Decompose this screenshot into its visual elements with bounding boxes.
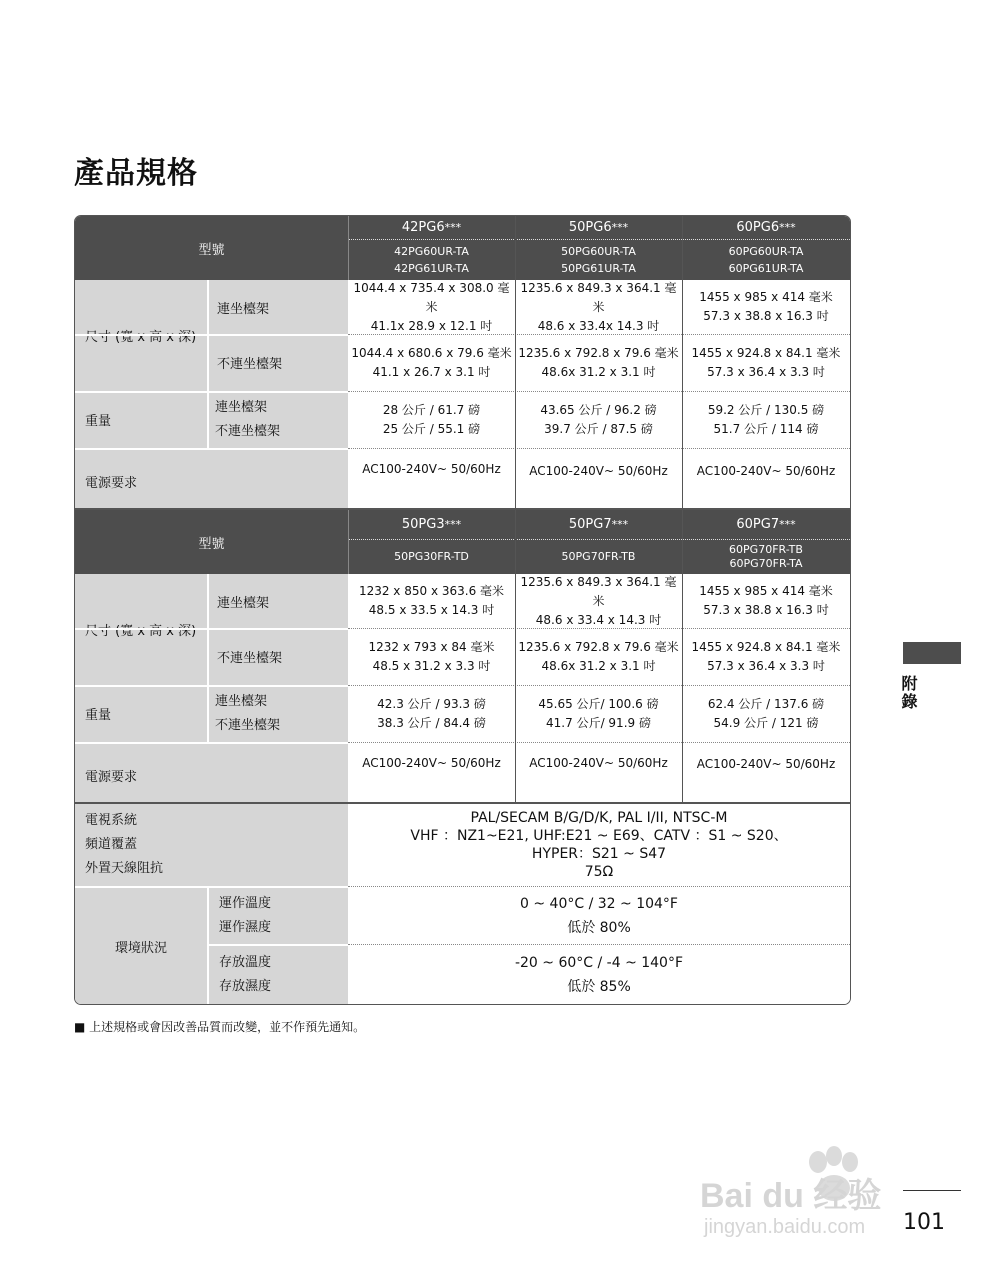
storage-humidity-value: 低於 85% bbox=[567, 978, 631, 995]
model-number: 50PG61UR-TA bbox=[561, 261, 636, 275]
antenna-impedance-label: 外置天線阻抗 bbox=[85, 861, 164, 876]
size-mm: 1455 x 985 x 414 毫米 bbox=[699, 584, 833, 598]
row-divider bbox=[75, 886, 348, 888]
channel-coverage-label: 頻道覆蓋 bbox=[85, 837, 138, 852]
model-number: 60PG70FR-TB bbox=[729, 542, 803, 556]
model-number: 60PG70FR-TA bbox=[729, 556, 803, 570]
size-without-stand bbox=[682, 334, 850, 391]
series-header bbox=[348, 510, 515, 539]
series-name: 50PG7 bbox=[568, 517, 612, 532]
weight-without-stand: 51.7 公斤 / 114 磅 bbox=[713, 421, 819, 436]
power-value: AC100-240V~ 50/60Hz bbox=[682, 448, 850, 508]
section-tab-marker bbox=[903, 642, 961, 664]
size-mm: 1455 x 924.8 x 84.1 毫米 bbox=[691, 639, 841, 654]
series-stars: *** bbox=[611, 221, 629, 234]
weight-without-stand: 25 公斤 / 55.1 磅 bbox=[382, 421, 481, 436]
weight-label: 重量 bbox=[75, 391, 207, 448]
size-inch: 41.1 x 26.7 x 3.1 吋 bbox=[372, 364, 491, 379]
antenna-impedance-value: 75Ω bbox=[584, 864, 614, 880]
col-divider bbox=[348, 216, 349, 280]
series-name: 60PG6 bbox=[736, 220, 780, 235]
weight-values bbox=[348, 685, 515, 742]
row-divider bbox=[348, 742, 850, 743]
series-header bbox=[515, 510, 682, 539]
size-inch: 57.3 x 38.8 x 16.3 吋 bbox=[703, 603, 829, 617]
with-stand-label: 連坐檯架 bbox=[207, 280, 348, 334]
power-value: AC100-240V~ 50/60Hz bbox=[682, 742, 850, 802]
model-number: 50PG70FR-TB bbox=[515, 539, 682, 574]
row-divider bbox=[75, 628, 348, 630]
size-inch: 48.6x 31.2 x 3.1 吋 bbox=[541, 658, 656, 673]
row-divider bbox=[348, 886, 850, 887]
without-stand-label: 不連坐檯架 bbox=[215, 717, 281, 733]
row-divider bbox=[348, 391, 850, 392]
size-mm: 1044.4 x 735.4 x 308.0 毫米 bbox=[353, 280, 510, 314]
environment-label: 環境狀況 bbox=[75, 888, 207, 1004]
weight-without-stand: 54.9 公斤 / 121 磅 bbox=[713, 715, 819, 730]
row-divider bbox=[75, 334, 348, 336]
size-mm: 1235.6 x 792.8 x 79.6 毫米 bbox=[518, 345, 679, 360]
page-title: 產品規格 bbox=[74, 156, 198, 191]
weight-with-stand: 43.65 公斤 / 96.2 磅 bbox=[540, 402, 657, 417]
weight-with-stand: 45.65 公斤/ 100.6 磅 bbox=[538, 696, 659, 711]
series-stars: *** bbox=[444, 518, 462, 531]
tv-labels bbox=[75, 804, 348, 886]
series-header bbox=[348, 216, 515, 239]
weight-values bbox=[348, 391, 515, 448]
series-header bbox=[682, 510, 850, 539]
col-divider bbox=[207, 280, 209, 448]
model-number: 42PG61UR-TA bbox=[394, 261, 469, 275]
size-with-stand bbox=[348, 574, 515, 628]
size-mm: 1232 x 793 x 84 毫米 bbox=[368, 639, 495, 654]
size-mm: 1044.4 x 680.6 x 79.6 毫米 bbox=[351, 345, 512, 360]
power-value: AC100-240V~ 50/60Hz bbox=[348, 742, 515, 802]
power-value: AC100-240V~ 50/60Hz bbox=[348, 448, 515, 508]
series-header bbox=[515, 216, 682, 239]
series-stars: *** bbox=[779, 518, 796, 531]
row-divider bbox=[348, 628, 850, 629]
size-label: 尺寸 (寬 x 高 x 深) bbox=[75, 280, 207, 391]
block-divider bbox=[75, 508, 850, 510]
channel-coverage-value: VHF ：NZ1~E21, UHF:E21 ~ E69、CATV ：S1 ~ S20、 bbox=[410, 828, 788, 844]
without-stand-label: 不連坐檯架 bbox=[207, 628, 348, 685]
size-inch: 57.3 x 38.8 x 16.3 吋 bbox=[703, 309, 829, 323]
power-value: AC100-240V~ 50/60Hz bbox=[515, 448, 682, 508]
block-divider bbox=[75, 802, 850, 804]
size-without-stand bbox=[515, 628, 682, 685]
operating-labels bbox=[207, 888, 348, 944]
power-label: 電源要求 bbox=[75, 742, 348, 802]
row-divider bbox=[75, 685, 348, 687]
series-name: 42PG6 bbox=[401, 220, 445, 235]
op-humidity-value: 低於 80% bbox=[567, 920, 631, 936]
col-divider bbox=[515, 216, 516, 508]
row-divider bbox=[348, 685, 850, 686]
op-temp-value: 0 ~ 40°C / 32 ~ 104°F bbox=[520, 896, 678, 912]
weight-without-stand: 41.7 公斤/ 91.9 磅 bbox=[546, 715, 651, 730]
col-divider bbox=[682, 216, 683, 508]
footnote: ■ 上述規格或會因改善品質而改變，並不作預先通知。 bbox=[74, 1020, 366, 1034]
size-with-stand bbox=[682, 574, 850, 628]
row-divider bbox=[348, 239, 850, 240]
without-stand-label: 不連坐檯架 bbox=[215, 423, 281, 439]
power-label: 電源要求 bbox=[75, 448, 348, 508]
weight-with-stand: 28 公斤 / 61.7 磅 bbox=[382, 402, 481, 417]
model-list bbox=[348, 239, 515, 280]
size-mm: 1455 x 985 x 414 毫米 bbox=[699, 290, 833, 304]
model-list bbox=[682, 539, 850, 574]
size-inch: 48.5 x 31.2 x 3.3 吋 bbox=[372, 658, 491, 673]
storage-temp-value: -20 ~ 60°C / -4 ~ 140°F bbox=[514, 954, 684, 971]
watermark-url: jingyan.baidu.com bbox=[704, 1216, 866, 1238]
model-number: 60PG61UR-TA bbox=[728, 261, 804, 275]
watermark-brand: Bai du 经验 bbox=[700, 1177, 882, 1215]
op-humidity-label: 運作濕度 bbox=[219, 920, 272, 935]
with-stand-label: 連坐檯架 bbox=[215, 693, 268, 709]
with-stand-label: 連坐檯架 bbox=[207, 574, 348, 628]
power-value: AC100-240V~ 50/60Hz bbox=[515, 742, 682, 802]
weight-with-stand: 42.3 公斤 / 93.3 磅 bbox=[377, 696, 486, 711]
row-divider bbox=[207, 944, 348, 946]
size-mm: 1235.6 x 792.8 x 79.6 毫米 bbox=[518, 639, 679, 654]
row-divider bbox=[75, 391, 348, 393]
series-name: 60PG7 bbox=[736, 517, 780, 532]
weight-sublabels bbox=[207, 391, 348, 448]
size-without-stand bbox=[348, 334, 515, 391]
model-list bbox=[515, 239, 682, 280]
tv-system-value: PAL/SECAM B/G/D/K, PAL I/II, NTSC-M bbox=[470, 810, 728, 826]
size-with-stand bbox=[515, 574, 682, 628]
storage-temp-label: 存放溫度 bbox=[219, 954, 272, 970]
size-mm: 1455 x 924.8 x 84.1 毫米 bbox=[691, 345, 841, 360]
size-inch: 57.3 x 36.4 x 3.3 吋 bbox=[707, 364, 825, 379]
size-mm: 1235.6 x 849.3 x 364.1 毫米 bbox=[520, 280, 677, 314]
channel-coverage-value: HYPER：S21 ~ S47 bbox=[531, 846, 667, 862]
series-name: 50PG6 bbox=[568, 220, 612, 235]
col-divider bbox=[515, 510, 516, 802]
tv-system-label: 電視系統 bbox=[85, 813, 138, 828]
row-divider bbox=[348, 539, 850, 540]
model-header-label: 型號 bbox=[75, 510, 348, 574]
size-inch: 48.6 x 33.4x 14.3 吋 bbox=[537, 318, 660, 333]
col-divider bbox=[207, 888, 209, 1004]
storage-humidity-label: 存放濕度 bbox=[219, 978, 272, 994]
model-number: 60PG60UR-TA bbox=[728, 244, 804, 258]
weight-with-stand: 59.2 公斤 / 130.5 磅 bbox=[707, 402, 825, 417]
page-rule bbox=[903, 1190, 961, 1191]
model-list bbox=[682, 239, 850, 280]
series-name: 50PG3 bbox=[401, 517, 445, 532]
size-with-stand bbox=[682, 280, 850, 334]
weight-without-stand: 38.3 公斤 / 84.4 磅 bbox=[377, 715, 486, 730]
size-inch: 48.5 x 33.5 x 14.3 吋 bbox=[368, 603, 495, 617]
row-divider bbox=[348, 334, 850, 335]
size-mm: 1235.6 x 849.3 x 364.1 毫米 bbox=[520, 574, 677, 608]
size-without-stand bbox=[515, 334, 682, 391]
row-divider bbox=[348, 448, 850, 449]
model-number: 50PG60UR-TA bbox=[561, 244, 636, 258]
model-header-label: 型號 bbox=[75, 216, 348, 280]
size-with-stand bbox=[348, 280, 515, 334]
col-divider bbox=[207, 574, 209, 742]
size-inch: 41.1x 28.9 x 12.1 吋 bbox=[370, 318, 493, 333]
storage-labels bbox=[207, 945, 348, 1004]
series-stars: *** bbox=[611, 518, 629, 531]
row-divider bbox=[75, 448, 348, 450]
size-inch: 57.3 x 36.4 x 3.3 吋 bbox=[707, 658, 825, 673]
col-divider bbox=[348, 510, 349, 574]
tv-values bbox=[348, 804, 850, 886]
without-stand-label: 不連坐檯架 bbox=[207, 334, 348, 391]
size-mm: 1232 x 850 x 363.6 毫米 bbox=[358, 584, 505, 598]
with-stand-label: 連坐檯架 bbox=[215, 399, 268, 415]
weight-sublabels bbox=[207, 685, 348, 742]
page-number: 101 bbox=[903, 1210, 945, 1235]
weight-values bbox=[515, 685, 682, 742]
section-label: 附錄 bbox=[899, 675, 918, 711]
series-stars: *** bbox=[444, 221, 462, 234]
row-divider bbox=[348, 944, 850, 945]
size-label: 尺寸 (寬 x 高 x 深) bbox=[75, 574, 207, 685]
spec-table bbox=[74, 215, 851, 1005]
model-number: 50PG30FR-TD bbox=[348, 539, 515, 574]
weight-values bbox=[515, 391, 682, 448]
row-divider bbox=[75, 742, 348, 744]
weight-label: 重量 bbox=[75, 685, 207, 742]
size-without-stand bbox=[682, 628, 850, 685]
operating-values bbox=[348, 888, 850, 944]
series-header bbox=[682, 216, 850, 239]
size-without-stand bbox=[348, 628, 515, 685]
size-with-stand bbox=[515, 280, 682, 334]
weight-values bbox=[682, 685, 850, 742]
weight-without-stand: 39.7 公斤 / 87.5 磅 bbox=[544, 421, 653, 436]
size-inch: 48.6 x 33.4 x 14.3 吋 bbox=[535, 612, 662, 627]
weight-values bbox=[682, 391, 850, 448]
weight-with-stand: 62.4 公斤 / 137.6 磅 bbox=[707, 696, 825, 711]
series-stars: *** bbox=[779, 221, 796, 234]
size-inch: 48.6x 31.2 x 3.1 吋 bbox=[541, 364, 656, 379]
col-divider bbox=[682, 510, 683, 802]
model-number: 42PG60UR-TA bbox=[394, 244, 469, 258]
op-temp-label: 運作溫度 bbox=[219, 896, 272, 911]
storage-values bbox=[348, 945, 850, 1004]
